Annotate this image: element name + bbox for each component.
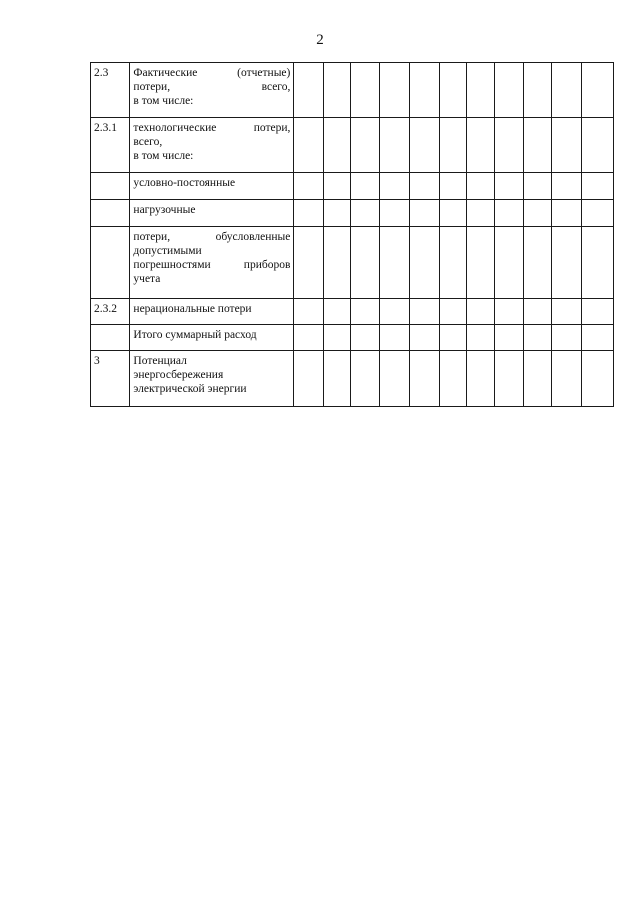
description-line: всего, <box>133 136 163 148</box>
row-number: 3 <box>91 351 130 407</box>
description-line: в том числе: <box>133 150 194 162</box>
description-line: Фактические (отчетные) <box>133 67 291 79</box>
description-line: электрической энергии <box>133 383 247 395</box>
value-cell <box>351 63 380 118</box>
value-cell <box>294 227 324 299</box>
value-cell <box>324 299 351 325</box>
row-number: 2.3 <box>91 63 130 118</box>
value-cell <box>380 325 409 351</box>
description-line: потери, всего, <box>133 81 291 93</box>
value-cell <box>581 325 613 351</box>
value-cell <box>409 173 439 200</box>
value-cell <box>324 173 351 200</box>
value-cell <box>324 63 351 118</box>
row-number <box>91 227 130 299</box>
value-cell <box>494 173 523 200</box>
value-cell <box>523 200 551 227</box>
value-cell <box>294 200 324 227</box>
value-cell <box>494 63 523 118</box>
table-row <box>91 227 614 299</box>
value-cell <box>294 351 324 407</box>
description-line: учета <box>133 273 161 285</box>
value-cell <box>581 299 613 325</box>
value-cell <box>380 227 409 299</box>
value-cell <box>409 299 439 325</box>
row-number: 2.3.2 <box>91 299 130 325</box>
value-cell <box>380 118 409 173</box>
value-cell <box>551 173 581 200</box>
value-cell <box>466 173 494 200</box>
value-cell <box>324 200 351 227</box>
value-cell <box>294 63 324 118</box>
row-description <box>130 173 294 200</box>
value-cell <box>324 351 351 407</box>
value-cell <box>324 227 351 299</box>
value-cell <box>494 351 523 407</box>
value-cell <box>351 227 380 299</box>
value-cell <box>351 325 380 351</box>
value-cell <box>380 200 409 227</box>
value-cell <box>324 118 351 173</box>
value-cell <box>351 351 380 407</box>
value-cell <box>409 200 439 227</box>
value-cell <box>439 299 466 325</box>
description-line: потери, обусловленные <box>133 231 291 243</box>
value-cell <box>551 118 581 173</box>
value-cell <box>581 63 613 118</box>
row-number <box>91 200 130 227</box>
row-description <box>130 299 294 325</box>
energy-table <box>90 62 614 407</box>
table-row <box>91 173 614 200</box>
row-description <box>130 200 294 227</box>
description-line: нерациональные потери <box>133 303 252 315</box>
value-cell <box>523 63 551 118</box>
value-cell <box>294 299 324 325</box>
table-row <box>91 299 614 325</box>
value-cell <box>466 351 494 407</box>
row-description <box>130 227 294 299</box>
description-line: нагрузочные <box>133 204 196 216</box>
value-cell <box>294 118 324 173</box>
value-cell <box>551 63 581 118</box>
value-cell <box>494 299 523 325</box>
value-cell <box>466 63 494 118</box>
description-line: условно-постоянные <box>133 177 236 189</box>
value-cell <box>324 325 351 351</box>
value-cell <box>294 325 324 351</box>
page-number: 2 <box>316 32 324 48</box>
value-cell <box>439 227 466 299</box>
value-cell <box>380 63 409 118</box>
value-cell <box>466 118 494 173</box>
description-line: энергосбережения <box>133 369 224 381</box>
value-cell <box>439 200 466 227</box>
row-description <box>130 351 294 407</box>
value-cell <box>409 118 439 173</box>
description-line: допустимыми <box>133 245 202 257</box>
value-cell <box>551 200 581 227</box>
value-cell <box>551 227 581 299</box>
description-line: Потенциал <box>133 355 187 367</box>
value-cell <box>409 227 439 299</box>
row-number: 2.3.1 <box>91 118 130 173</box>
value-cell <box>494 325 523 351</box>
value-cell <box>409 63 439 118</box>
value-cell <box>466 227 494 299</box>
value-cell <box>409 351 439 407</box>
row-description <box>130 325 294 351</box>
row-number <box>91 173 130 200</box>
value-cell <box>351 173 380 200</box>
value-cell <box>581 118 613 173</box>
row-number <box>91 325 130 351</box>
value-cell <box>439 173 466 200</box>
value-cell <box>380 173 409 200</box>
value-cell <box>551 351 581 407</box>
value-cell <box>439 118 466 173</box>
value-cell <box>551 299 581 325</box>
row-description <box>130 63 294 118</box>
table-row <box>91 118 614 173</box>
value-cell <box>523 351 551 407</box>
value-cell <box>351 299 380 325</box>
row-description <box>130 118 294 173</box>
value-cell <box>523 118 551 173</box>
value-cell <box>466 299 494 325</box>
value-cell <box>409 325 439 351</box>
value-cell <box>523 299 551 325</box>
value-cell <box>581 227 613 299</box>
value-cell <box>351 200 380 227</box>
value-cell <box>380 299 409 325</box>
value-cell <box>581 200 613 227</box>
value-cell <box>466 200 494 227</box>
table-row <box>91 200 614 227</box>
description-line: в том числе: <box>133 95 194 107</box>
value-cell <box>551 325 581 351</box>
value-cell <box>494 200 523 227</box>
value-cell <box>494 118 523 173</box>
description-line: Итого суммарный расход <box>133 329 257 341</box>
value-cell <box>523 325 551 351</box>
table-row <box>91 325 614 351</box>
table-row <box>91 351 614 407</box>
value-cell <box>380 351 409 407</box>
value-cell <box>439 325 466 351</box>
value-cell <box>523 227 551 299</box>
value-cell <box>294 173 324 200</box>
table-row <box>91 63 614 118</box>
description-line: погрешностями приборов <box>133 259 291 271</box>
value-cell <box>494 227 523 299</box>
value-cell <box>439 63 466 118</box>
value-cell <box>351 118 380 173</box>
value-cell <box>439 351 466 407</box>
description-line: технологические потери, <box>133 122 291 134</box>
value-cell <box>581 173 613 200</box>
value-cell <box>466 325 494 351</box>
value-cell <box>581 351 613 407</box>
value-cell <box>523 173 551 200</box>
